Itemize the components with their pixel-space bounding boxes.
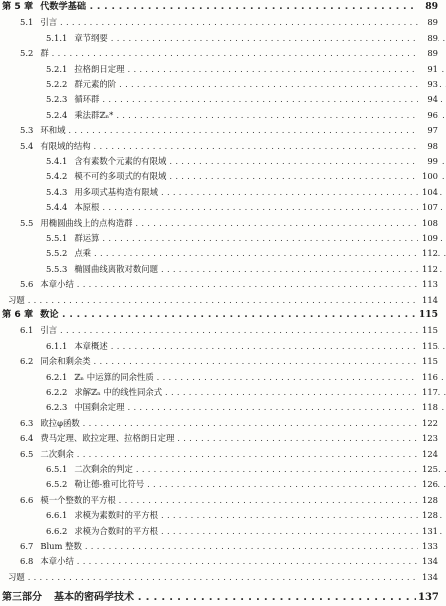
toc-entry-page: 118 [418,399,438,415]
toc-entry-page: 115 [418,322,438,338]
toc-entry[interactable] [0,476,446,492]
toc-entry-number: 5.2.2 [46,79,68,89]
toc-entry[interactable] [0,215,446,231]
toc-entry-number: 第三部分 [2,592,42,604]
toc-entry-title: 模不可约多项式的有限域 [74,171,167,182]
toc-entry[interactable] [0,569,446,585]
toc-entry-text [0,307,416,323]
toc-heading[interactable] [0,307,446,323]
toc-entry[interactable] [0,168,446,184]
toc-entry-title: 本原根 [74,202,100,213]
toc-entry-number: 6.2.1 [46,371,68,382]
toc-entry-number: 5.4.4 [46,202,68,213]
toc-entry[interactable] [0,153,446,169]
toc-entry-title: 二次剩余 [40,448,74,459]
toc-entry[interactable] [0,276,446,292]
toc-entry-page: 115 [418,353,438,369]
toc-entry-text [0,215,434,231]
toc-entry-page: 128 [418,492,438,508]
toc-entry-page: 112 [418,261,438,277]
toc-entry-text [0,168,446,184]
toc-entry-page: 104 [418,184,438,200]
toc-entry-page: 133 [418,538,438,554]
toc-entry-title: 环和域 [40,125,66,136]
toc-entry-title: 用多项式基构造有限域 [74,186,159,197]
toc-entry-title: 点乘 [74,248,92,259]
toc-entry-page: 112 [418,245,438,261]
toc-entry-page: 107 [418,199,438,215]
toc-entry-page: 93 [418,76,438,92]
toc-entry-page: 124 [418,446,438,462]
toc-entry-page: 91 [418,61,438,77]
toc-entry-page: 131 [418,523,438,539]
toc-entry-text [0,399,446,415]
toc-entry[interactable] [0,461,446,477]
toc-entry-number: 6.2.2 [46,387,68,397]
toc-entry-text [0,446,434,462]
toc-entry-title: 乘法群ℤₙ* [74,109,114,120]
toc-entry[interactable] [0,61,446,77]
toc-entry-text [0,590,416,606]
toc-entry-title: 群 [40,48,49,59]
toc-entry-text [0,61,446,77]
toc-entry-title: 求模为合数时的平方根 [74,525,159,536]
toc-entry[interactable] [0,30,446,46]
toc-entry-number: 6.7 [20,541,34,551]
toc-entry-page: 116 [418,369,438,385]
toc-entry[interactable] [0,492,446,508]
toc-entry[interactable] [0,261,446,277]
toc-entry[interactable] [0,353,446,369]
toc-entry[interactable] [0,507,446,523]
toc-entry-text [0,230,446,246]
toc-entry-text [0,476,446,492]
toc-entry-text [0,523,446,539]
toc-entry-number: 6.2 [20,356,34,367]
toc-entry-page: 128 [418,507,438,523]
toc-entry-page: 109 [418,230,438,246]
toc-entry-text [0,107,446,123]
toc-entry-page: 134 [418,553,438,569]
toc-entry[interactable] [0,553,446,569]
toc-entry-page: 89 [418,14,438,30]
toc-entry-title: 二次剩余的判定 [74,464,133,474]
toc-entry-title: 数论 [40,309,59,320]
toc-entry-title: 求模为素数时的平方根 [74,510,159,521]
toc-entry-title: Blum 整数 [40,541,82,551]
toc-entry-page: 89 [418,30,438,46]
toc-entry-number: 6.4 [20,433,34,444]
toc-entry-number: 5.3 [20,125,34,136]
toc-entry-text [0,322,434,338]
toc-entry-title: 本章小结 [40,279,74,290]
toc-entry[interactable] [0,138,446,154]
toc-entry-title: 引言 [40,17,58,28]
toc-entry-title: 中国剩余定理 [74,402,125,413]
toc-entry-text [0,353,434,369]
toc-entry-page: 125 [418,461,438,477]
toc-entry[interactable] [0,184,446,200]
toc-entry-number: 5.2 [20,48,34,59]
toc-entry-title: 引言 [40,325,58,336]
toc-entry-number: 第 5 章 [2,1,34,12]
toc-entry-text [0,30,446,46]
toc-entry[interactable] [0,230,446,246]
toc-heading[interactable] [0,0,446,15]
toc-entry[interactable] [0,538,446,554]
toc-entry-page: 115 [418,307,438,323]
toc-entry-number: 6.6 [20,494,34,505]
toc-entry-number: 第 6 章 [2,309,34,320]
toc-entry-text [0,538,434,554]
toc-entry-number: 5.5.1 [46,233,68,243]
toc-entry-title: 含有素数个元素的有限域 [74,156,167,166]
toc-entry-number: 5.5.3 [46,263,68,274]
toc-entry-number: 5.1 [20,17,34,28]
toc-entry-title: 费马定理、欧拉定理、拉格朗日定理 [40,433,175,444]
toc-entry-page: 98 [418,138,438,154]
toc-entry-text [0,245,446,261]
toc-entry-number: 5.4.2 [46,171,68,182]
toc-entry-text [0,45,434,61]
toc-entry-text [0,384,446,400]
toc-entry-title: ℤₙ 中运算的同余性质 [74,371,154,382]
toc-entry-text [0,569,422,585]
toc-entry[interactable] [0,45,446,61]
toc-entry[interactable] [0,430,446,446]
toc-entry[interactable] [0,199,446,215]
toc-entry-number: 6.1 [20,325,34,336]
toc-entry-number: 6.2.3 [46,402,68,413]
toc-entry-page: 89 [418,45,438,61]
toc-entry-title: 习题 [8,571,25,582]
toc-entry-title: 模一个整数的平方根 [40,494,116,505]
toc-entry-text [0,492,434,508]
toc-entry-number: 6.8 [20,556,34,567]
toc-entry-title: 本章概述 [74,340,108,351]
toc-entry-title: 有限域的结构 [40,140,91,151]
toc-entry-page: 113 [418,276,438,292]
toc-entry-text [0,338,446,354]
toc-entry-page: 115 [418,338,438,354]
toc-entry-page: 122 [418,415,438,431]
toc-entry-page: 96 [418,107,438,123]
toc-entry-title: 椭圆曲线离散对数问题 [74,263,159,274]
toc-entry[interactable] [0,76,446,92]
toc-entry[interactable] [0,107,446,123]
toc-entry-title: 拉格朗日定理 [74,63,125,74]
toc-entry-number: 5.1.1 [46,32,68,43]
toc-entry-text [0,261,446,277]
toc-entry-page: 114 [418,292,438,308]
toc-entry-text [0,292,422,308]
toc-entry-text [0,430,434,446]
toc-heading[interactable] [0,590,446,606]
toc-entry-page: 99 [418,153,438,169]
toc-entry-number: 6.6.1 [46,510,68,521]
toc-entry-text [0,415,434,431]
toc-entry-text [0,14,434,30]
toc-entry[interactable] [0,523,446,539]
toc-entry-number: 6.1.1 [46,340,68,351]
toc-entry-text [0,199,446,215]
toc-entry[interactable] [0,292,446,308]
toc-entry-title: 基本的密码学技术 [54,592,134,604]
toc-entry-number: 6.5.1 [46,464,68,474]
toc-entry-number: 5.5 [20,217,34,228]
toc-entry[interactable] [0,245,446,261]
toc-entry[interactable] [0,14,446,30]
toc-entry-title: 勒让德-雅可比符号 [74,479,145,490]
toc-entry-page: 126 [418,476,438,492]
toc-entry-title: 群运算 [74,233,100,243]
toc-entry-text [0,276,434,292]
toc-entry[interactable] [0,399,446,415]
toc-entry[interactable] [0,446,446,462]
toc-entry-title: 求解ℤₙ 中的线性同余式 [74,387,163,397]
toc-entry-page: 137 [418,590,438,606]
toc-entry-text [0,507,446,523]
toc-entry-text [0,122,434,138]
toc-entry-title: 代数学基础 [40,1,87,12]
toc-entry[interactable] [0,415,446,431]
toc-entry-number: 6.6.2 [46,525,68,536]
toc-entry-page: 134 [418,569,438,585]
toc-entry-title: 本章小结 [40,556,74,567]
toc-entry-number: 5.4 [20,140,34,151]
toc-entry-number: 5.5.2 [46,248,68,259]
toc-entry-text [0,91,446,107]
toc-entry-number: 5.2.4 [46,109,68,120]
toc-entry-text [0,0,416,15]
toc-entry-text [0,76,446,92]
toc-entry-text [0,369,446,385]
toc-entry[interactable] [0,384,446,400]
toc-entry-text [0,138,434,154]
toc-entry-number: 6.5.2 [46,479,68,490]
toc-entry-number: 5.2.1 [46,63,68,74]
toc-entry-page: 97 [418,122,438,138]
toc-entry-title: 同余和剩余类 [40,356,91,367]
toc-entry-page: 94 [418,91,438,107]
toc-entry-title: 习题 [8,294,25,305]
toc-entry-title: 章节纲要 [74,32,108,43]
toc-entry-page: 89 [418,0,438,15]
toc-entry-page: 123 [418,430,438,446]
toc-entry-text [0,153,446,169]
toc-entry-text [0,461,446,477]
toc-entry[interactable] [0,338,446,354]
toc-entry-number: 5.4.3 [46,186,68,197]
toc-entry-number: 5.2.3 [46,94,68,105]
toc-entry-page: 117 [418,384,438,400]
toc-entry-title: 欧拉φ函数 [40,417,80,428]
toc-entry[interactable] [0,322,446,338]
toc-entry-title: 用椭圆曲线上的点构造群 [40,217,133,228]
toc-entry-title: 群元素的阶 [74,79,117,89]
toc-entry[interactable] [0,91,446,107]
toc-entry-page: 108 [418,215,438,231]
toc-entry[interactable] [0,122,446,138]
toc-entry-number: 6.3 [20,417,34,428]
toc-entry-number: 5.6 [20,279,34,290]
toc-entry-number: 5.4.1 [46,156,68,166]
toc-entry-text [0,553,434,569]
toc-entry-page: 100 [418,168,438,184]
toc-entry-text [0,184,446,200]
toc-entry[interactable] [0,369,446,385]
toc-entry-number: 6.5 [20,448,34,459]
toc-entry-title: 循环群 [74,94,100,105]
